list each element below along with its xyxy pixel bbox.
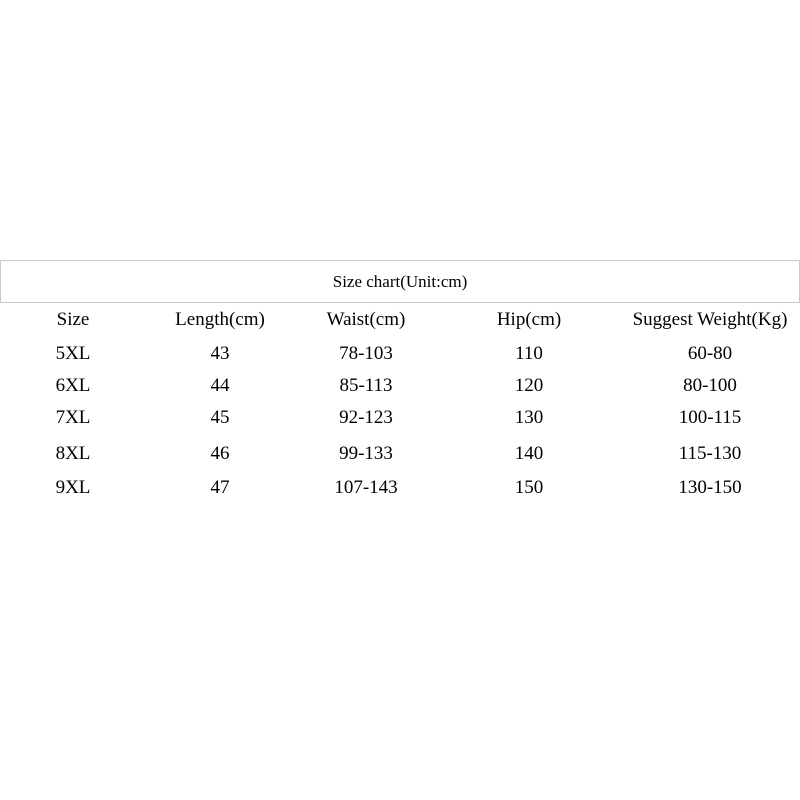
size-chart: [0, 260, 800, 503]
weight-cell: 115-130: [678, 443, 742, 464]
column-header-waist: Waist(cm): [326, 309, 406, 330]
hip-cell: 150: [514, 477, 544, 498]
length-cell: 46: [210, 443, 230, 464]
size-table: [0, 303, 800, 503]
length-cell: 43: [210, 343, 230, 364]
size-cell: 8XL: [55, 443, 91, 464]
chart-title-bar: [0, 260, 800, 303]
column-header-suggest-weight: Suggest Weight(Kg): [632, 309, 788, 330]
length-cell: 47: [210, 477, 230, 498]
size-cell: 9XL: [55, 477, 91, 498]
hip-cell: 140: [514, 443, 544, 464]
weight-cell: 80-100: [683, 375, 737, 396]
column-header-hip: Hip(cm): [496, 309, 562, 330]
length-cell: 44: [210, 375, 230, 396]
column-header-size: Size: [56, 309, 90, 330]
waist-cell: 85-113: [339, 375, 393, 396]
weight-cell: 100-115: [678, 407, 742, 428]
size-cell: 6XL: [55, 375, 91, 396]
size-cell: 5XL: [55, 343, 91, 364]
waist-cell: 78-103: [339, 343, 393, 364]
weight-cell: 60-80: [687, 343, 733, 364]
waist-cell: 99-133: [339, 443, 393, 464]
hip-cell: 120: [514, 375, 544, 396]
waist-cell: 92-123: [339, 407, 393, 428]
size-cell: 7XL: [55, 407, 91, 428]
length-cell: 45: [210, 407, 230, 428]
weight-cell: 130-150: [678, 477, 742, 498]
chart-title: Size chart(Unit:cm): [332, 271, 468, 291]
hip-cell: 130: [514, 407, 544, 428]
hip-cell: 110: [515, 343, 543, 364]
column-header-length: Length(cm): [175, 309, 265, 330]
waist-cell: 107-143: [334, 477, 398, 498]
